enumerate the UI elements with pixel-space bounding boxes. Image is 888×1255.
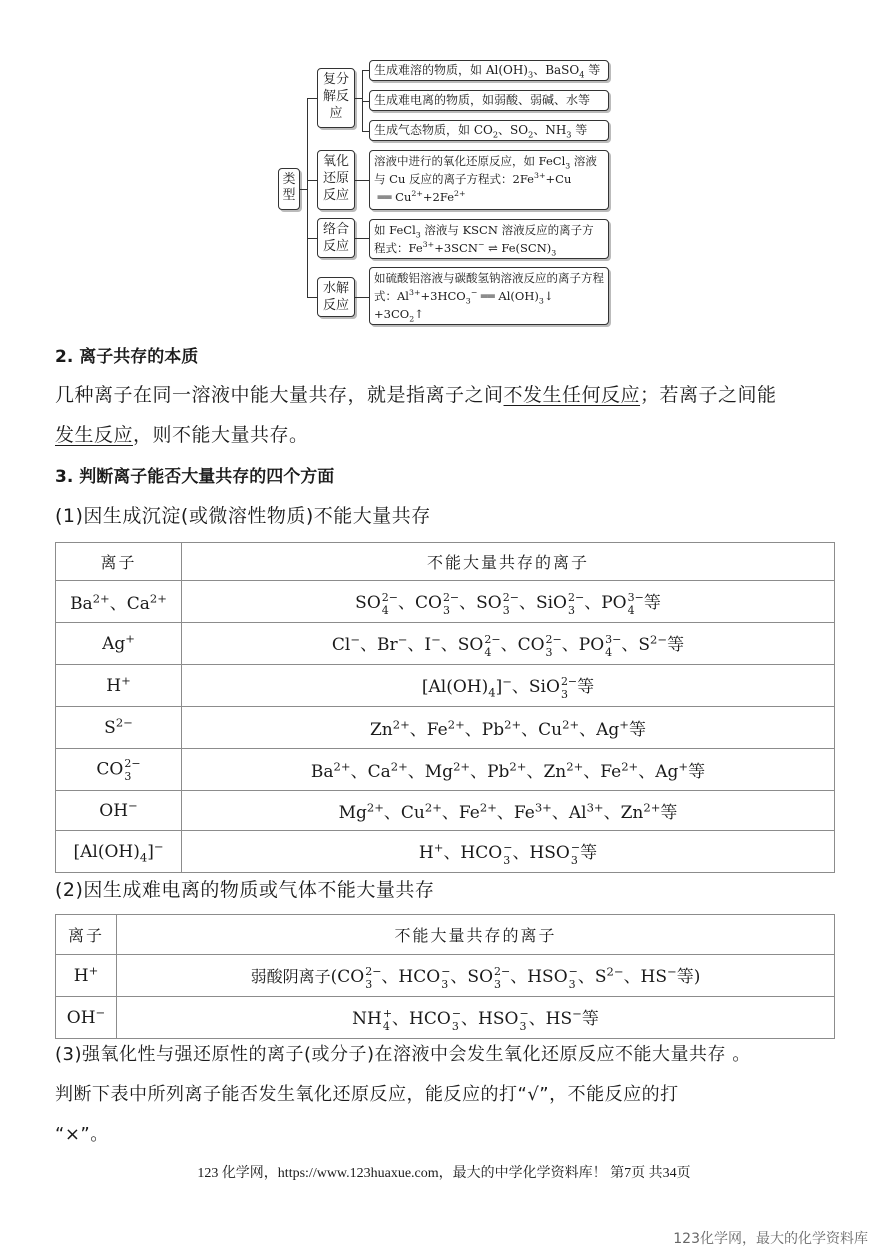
underline-reaction: 发生反应 (55, 424, 134, 446)
section2-paragraph: 几种离子在同一溶液中能大量共存，就是指离子之间不发生任何反应；若离子之间能 发生反应，则不能大量共存。 (55, 384, 777, 446)
diagram-item-hydrolysis: 如硫酸铝溶液与碳酸氢钠溶液反应的离子方程式：$Al^{3+}+3HCO_3^-$ ══ $Al(OH)_3↓$ $+3CO_2↑$ (369, 267, 609, 325)
diagram-category-3: 络合反应 (317, 218, 355, 258)
table-row: CO 2− 3 $Ba^{2+}$、$Ca^{2+}$、$Mg^{2+}$、$Pb^{2+}$、$Zn^{2+}$、$Fe^{2+}$、Ag+等 (56, 749, 835, 791)
sub-heading-2: (2)因生成难电离的物质或气体不能大量共存 (55, 879, 435, 901)
underline-no-reaction: 不发生任何反应 (503, 384, 641, 406)
diagram-category-2: 氧化还原反应 (317, 150, 355, 210)
table-row: OH− $Mg^{2+}$、$Cu^{2+}$、$Fe^{2+}$、$Fe^{3+}$、$Al^{3+}$、$Zn^{2+}$等 (56, 791, 835, 831)
diagram-item-weak-electrolyte: 生成难电离的物质，如弱酸、弱碱、水等 (369, 90, 609, 111)
diagram-category-4: 水解反应 (317, 277, 355, 317)
table-row: $[Al(OH)_4]^-$ H+、HCO − 3 、HSO − 3 等 (56, 831, 835, 873)
precipitate-table (55, 542, 835, 873)
table-row: H+ 弱酸阴离子(CO 2− 3 、HCO − 3 、SO 2− 3 、HSO − 3 、$S^{2-}$、HS−等) (56, 955, 835, 997)
weak-electrolyte-table (55, 914, 835, 1039)
section2-heading: 2. 离子共存的本质 (55, 347, 199, 367)
sub-heading-3: (3)强氧化性与强还原性的离子(或分子)在溶液中会发生氧化还原反应不能大量共存 。 判断下表中所列离子能否发生氧化还原反应，能反应的打“√”，不能反应的打 “×”。 (55, 1044, 751, 1145)
diagram-category-1: 复分解反应 (317, 68, 355, 128)
table-header-row: 离子 不能大量共存的离子 (56, 543, 835, 581)
diagram-root-box (278, 168, 300, 210)
diagram-item-redox: 溶液中进行的氧化还原反应，如 FeCl$_3$ 溶液与 Cu 反应的离子方程式：$2Fe^{3+}+Cu$ ══ $Cu^{2+}+2Fe^{2+}$ (369, 150, 609, 210)
section3-heading: 3. 判断离子能否大量共存的四个方面 (55, 467, 335, 487)
diagram-item-insoluble: 生成难溶的物质，如 $Al(OH)_3$、BaSO$_4$ 等 (369, 60, 609, 81)
watermark: 123化学网，最大的化学资料库 (673, 1231, 868, 1247)
table-row: OH− NH + 4 、HCO − 3 、HSO − 3 、HS−等 (56, 997, 835, 1039)
diagram-root-label: 类型 (282, 172, 296, 203)
table-row: $S^{2-}$ $Zn^{2+}$、$Fe^{2+}$、$Pb^{2+}$、$Cu^{2+}$、Ag+等 (56, 707, 835, 749)
table-row: H+ $[Al(OH)_4]^-$、SiO 2− 3 等 (56, 665, 835, 707)
diagram-item-gas: 生成气态物质，如 $CO_2$、$SO_2$、$NH_3$ 等 (369, 120, 609, 141)
table-row: Ag+ Cl−、Br−、I−、SO 2− 4 、CO 2− 3 、PO 3− 4 、$S^{2-}$等 (56, 623, 835, 665)
table-row: $Ba^{2+}$、$Ca^{2+}$ SO 2− 4 、CO 2− 3 、SO 2− 3 、SiO 2− 3 、PO 3− 4 等 (56, 581, 835, 623)
sub-heading-1: (1)因生成沉淀(或微溶性物质)不能大量共存 (55, 505, 431, 527)
diagram-item-complex: 如 FeCl$_3$ 溶液与 KSCN 溶液反应的离子方程式：$Fe^{3+}+3SCN^-$ ⇌ $Fe(SCN)_3$ (369, 219, 609, 259)
page-footer: 123 化学网，https://www.123huaxue.com，最大的中学化学资料库！ 第7页 共34页 (197, 1166, 691, 1181)
table-header-row: 离子 不能大量共存的离子 (56, 915, 835, 955)
